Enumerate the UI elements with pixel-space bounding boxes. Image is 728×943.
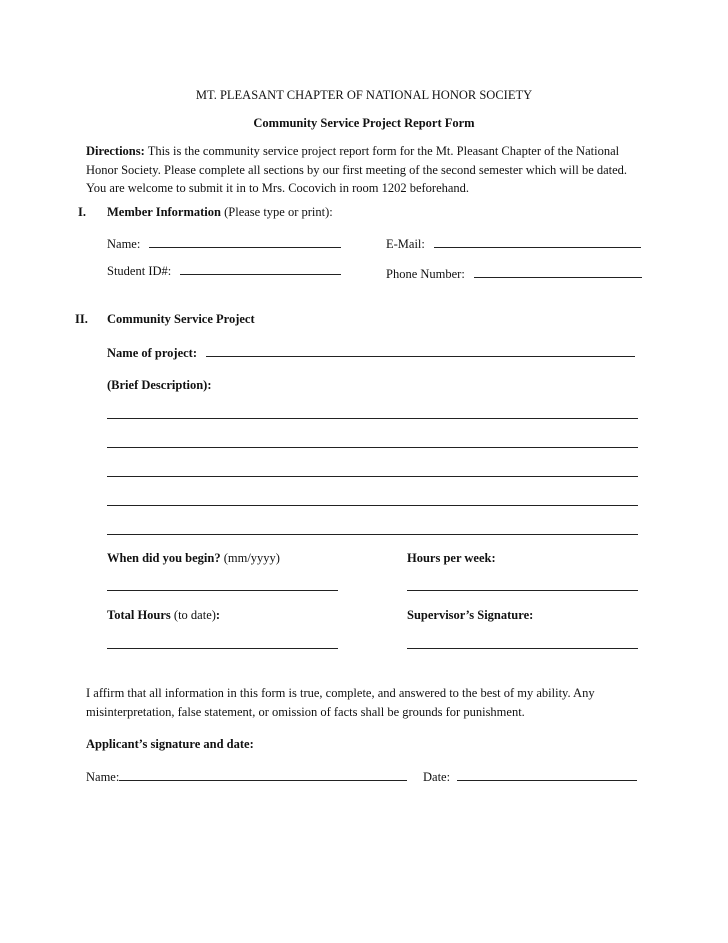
project-name-field[interactable] — [206, 345, 635, 357]
section-1-note: (Please type or print): — [224, 205, 333, 219]
description-line[interactable] — [107, 418, 638, 419]
signature-name-row — [86, 769, 407, 785]
name-label: Name: — [107, 237, 141, 251]
phone-field[interactable] — [474, 266, 642, 278]
signature-name-field[interactable] — [119, 769, 407, 781]
email-field[interactable] — [434, 236, 641, 248]
name-field[interactable] — [149, 236, 341, 248]
total-hours-note: (to date) — [173, 608, 216, 622]
phone-label: Phone Number: — [386, 267, 465, 281]
begin-label: When did you begin? — [107, 551, 221, 565]
student-id-label: Student ID#: — [107, 264, 172, 278]
supervisor-signature-field[interactable] — [407, 640, 638, 649]
begin-field[interactable] — [107, 582, 338, 591]
directions-line-1 — [86, 144, 619, 159]
section-2-numeral: II. — [75, 312, 88, 326]
hours-week-field[interactable] — [407, 582, 638, 591]
section-1-heading — [107, 205, 333, 220]
student-id-row — [107, 263, 341, 279]
email-label: E-Mail: — [386, 237, 425, 251]
signature-name-label: Name: — [86, 770, 120, 784]
description-label: (Brief Description): — [107, 378, 212, 392]
signature-date-label: Date: — [423, 770, 451, 784]
description-line[interactable] — [107, 505, 638, 506]
directions-text-3: You are welcome to submit it in to Mrs. Cocovich in room 1202 beforehand. — [86, 181, 470, 195]
org-title: MT. PLEASANT CHAPTER OF NATIONAL HONOR SOCIETY — [195, 88, 533, 102]
section-1-title: Member Information — [107, 205, 221, 219]
supervisor-label: Supervisor’s Signature: — [407, 608, 534, 622]
signature-heading: Applicant’s signature and date: — [86, 737, 254, 751]
begin-row — [107, 551, 280, 566]
total-hours-row — [107, 608, 220, 623]
signature-date-field[interactable] — [457, 769, 637, 781]
hours-week-label: Hours per week: — [407, 551, 496, 565]
project-name-row — [107, 345, 635, 361]
project-name-label: Name of project: — [107, 346, 198, 360]
section-1-numeral: I. — [78, 205, 86, 219]
directions-text-1: This is the community service project report form for the Mt. Pleasant Chapter of the National — [147, 144, 620, 158]
phone-row — [386, 266, 642, 282]
directions-text-2: Honor Society. Please complete all sections by our first meeting of the second semester which will be dated. — [86, 163, 628, 177]
name-row — [107, 236, 341, 252]
description-line[interactable] — [107, 534, 638, 535]
affirmation-line-1: I affirm that all information in this form is true, complete, and answered to the best of my ability. Any — [86, 686, 595, 700]
student-id-field[interactable] — [180, 263, 341, 275]
form-title: Community Service Project Report Form — [253, 116, 475, 130]
email-row — [386, 236, 641, 252]
begin-note: (mm/yyyy) — [223, 551, 280, 565]
section-2-title: Community Service Project — [107, 312, 255, 326]
total-hours-colon: : — [215, 608, 221, 622]
signature-date-row — [423, 769, 637, 785]
total-hours-label: Total Hours — [107, 608, 171, 622]
description-line[interactable] — [107, 447, 638, 448]
affirmation-line-2: misinterpretation, false statement, or omission of facts shall be grounds for punishment. — [86, 705, 525, 719]
total-hours-field[interactable] — [107, 640, 338, 649]
description-line[interactable] — [107, 476, 638, 477]
directions-label: Directions: — [86, 144, 145, 158]
